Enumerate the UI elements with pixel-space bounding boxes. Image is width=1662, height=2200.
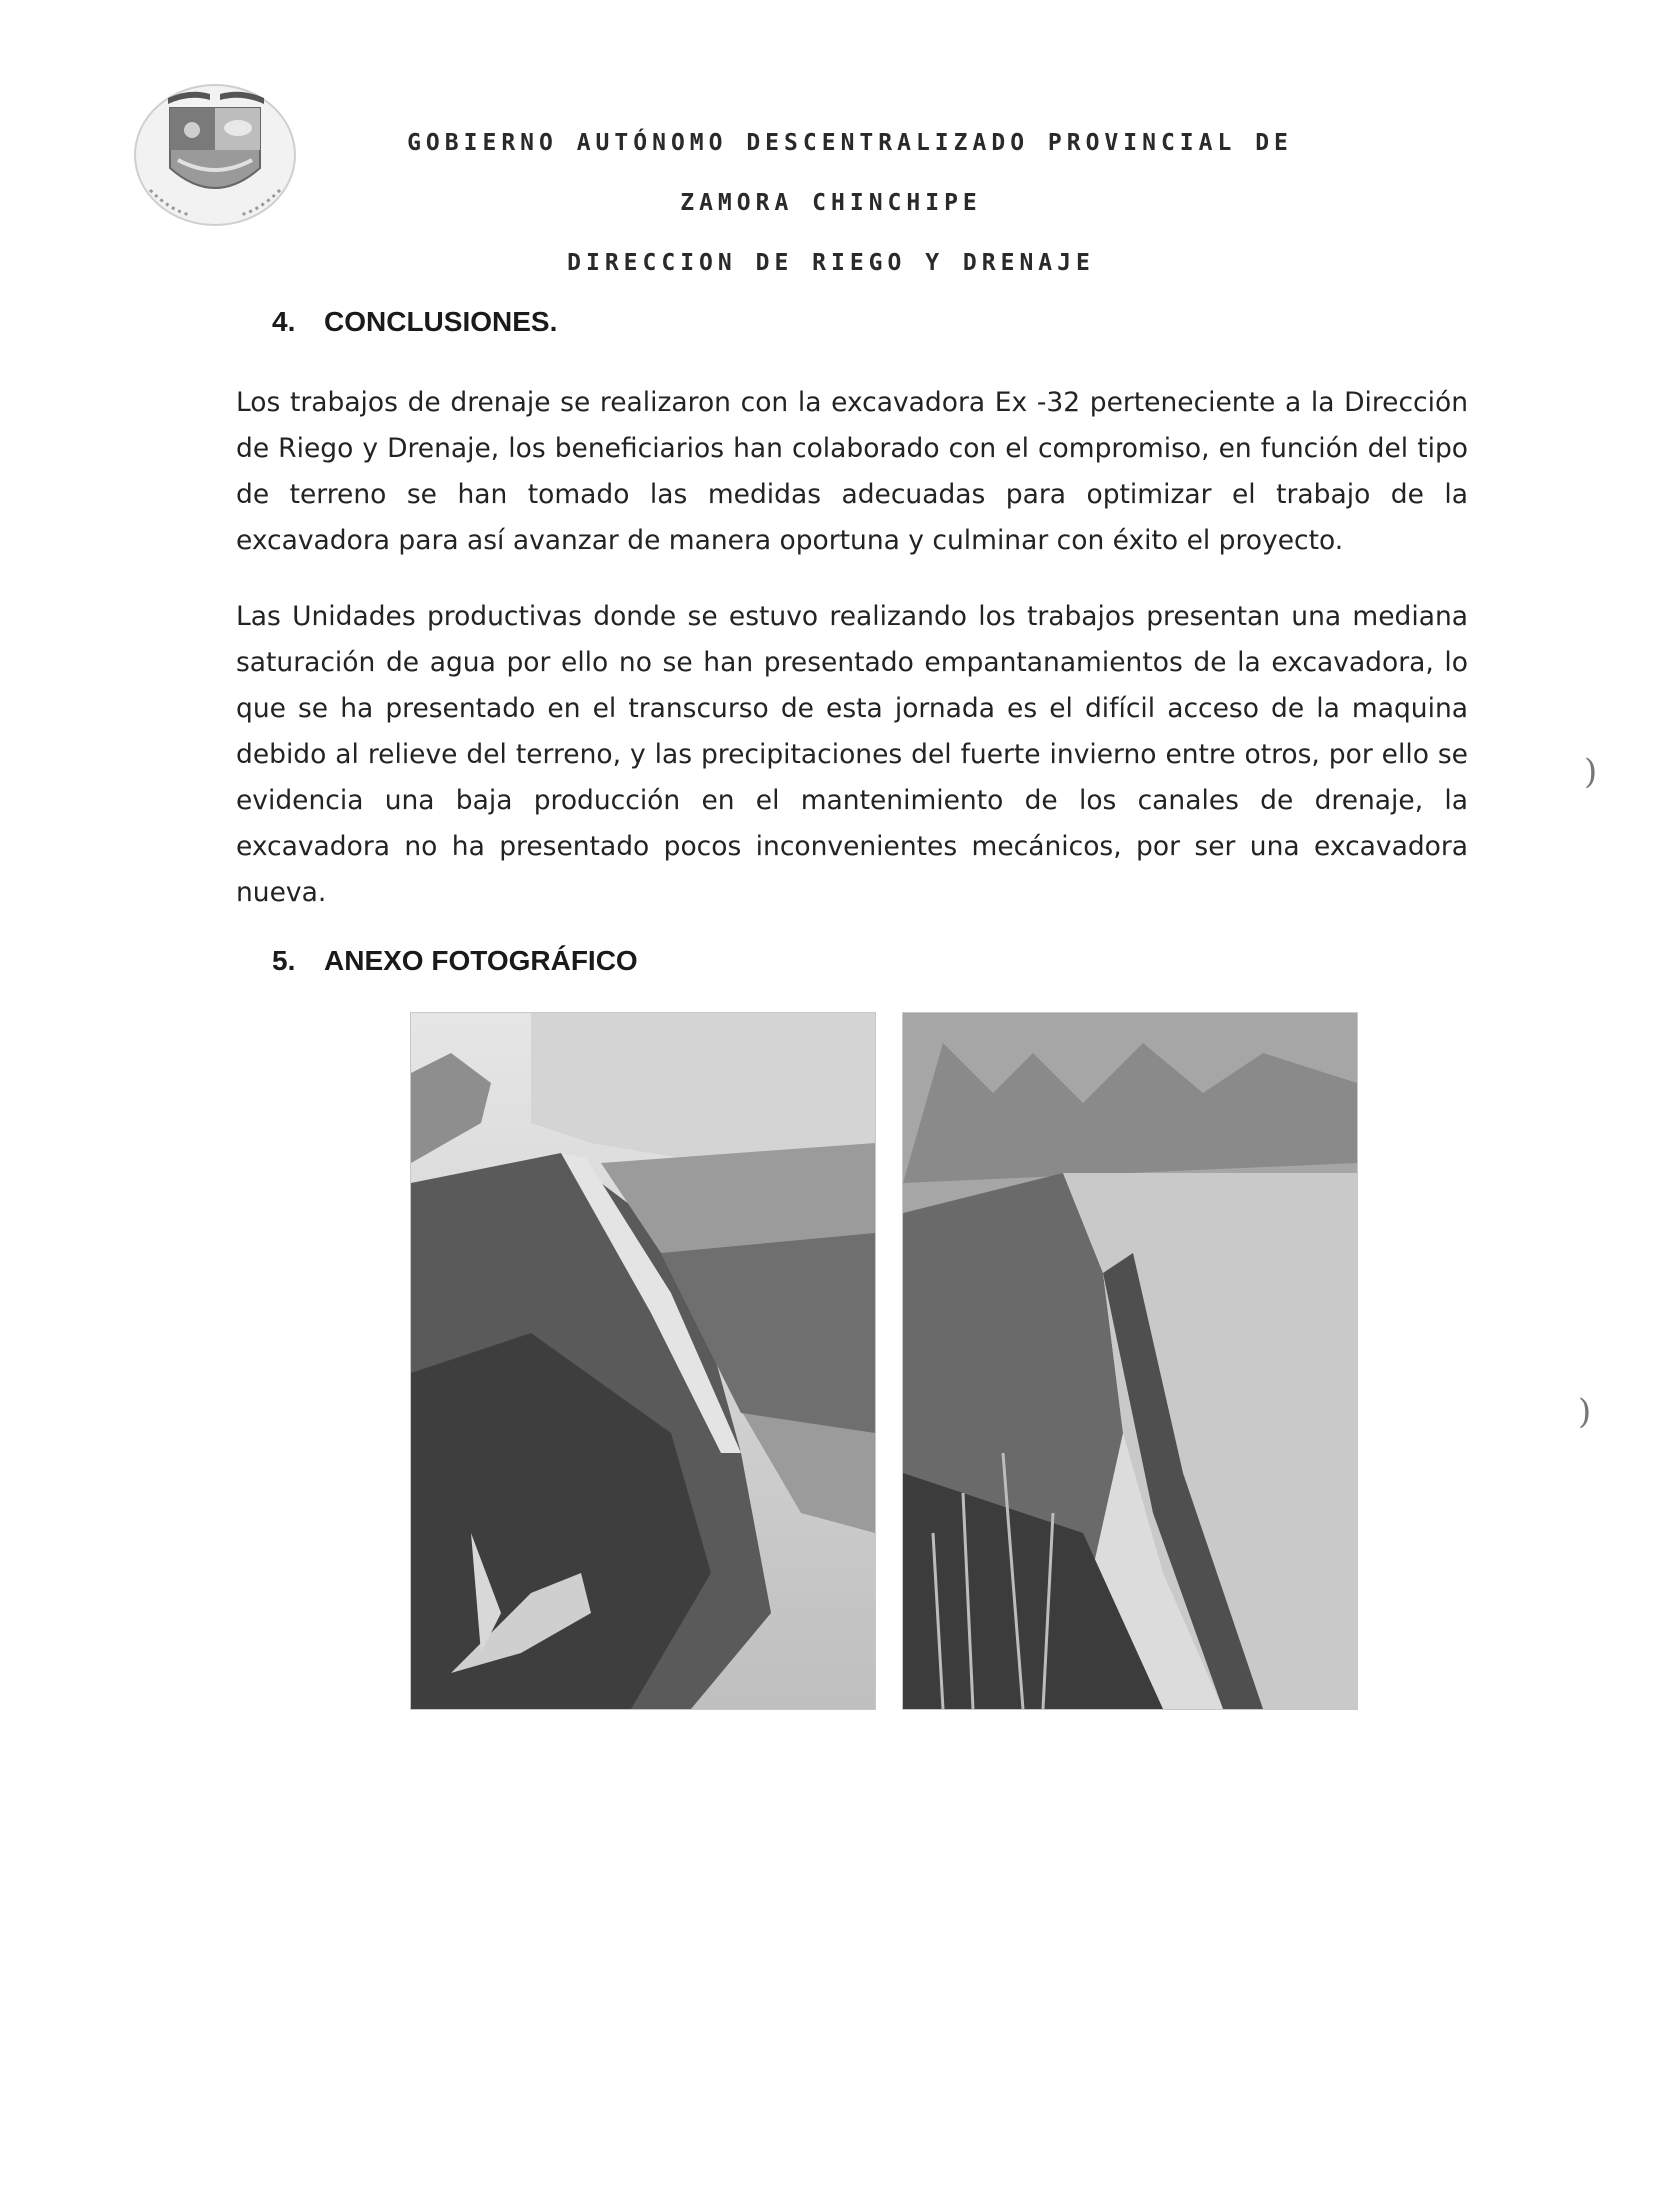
paragraph: Los trabajos de drenaje se realizaron con la excavadora Ex -32 perteneciente a la Dirección de Riego y Drenaje, los beneficiarios han colaborado con el compromiso, en función del tipo de terreno se han tomado las medidas adecuadas para optimizar el trabajo de la excavadora para así avanzar de manera oportuna y culminar con éxito el proyecto. [236,387,1468,556]
section-heading-anexo-fotografico [272,945,638,977]
drainage-canal-photo-2 [902,1012,1358,1710]
header-line-3: DIRECCION DE RIEGO Y DRENAJE [567,250,1095,276]
drainage-canal-photo-1 [410,1012,876,1710]
margin-mark: ) [1578,1392,1592,1432]
header-line-2: ZAMORA CHINCHIPE [680,190,982,216]
section-title: CONCLUSIONES. [324,306,558,337]
margin-mark: ) [1584,752,1598,792]
section-number: 4. [272,306,296,337]
header-line-1: GOBIERNO AUTÓNOMO DESCENTRALIZADO PROVINCIAL DE [407,130,1293,156]
section-heading-conclusiones [272,306,557,338]
section-title: ANEXO FOTOGRÁFICO [324,945,638,976]
paragraph: Las Unidades productivas donde se estuvo realizando los trabajos presentan una mediana saturación de agua por ello no se han presentado empantanamientos de la excavadora, lo que se ha presentado en el transcurso de esta jornada es el difícil acceso de la maquina debido al relieve del terreno, y las precipitaciones del fuerte invierno entre otros, por ello se evidencia una baja producción en el mantenimiento de los canales de drenaje, la excavadora no ha presentado pocos inconvenientes mecánicos, por ser una excavadora nueva. [236,601,1468,908]
section-number: 5. [272,945,296,976]
